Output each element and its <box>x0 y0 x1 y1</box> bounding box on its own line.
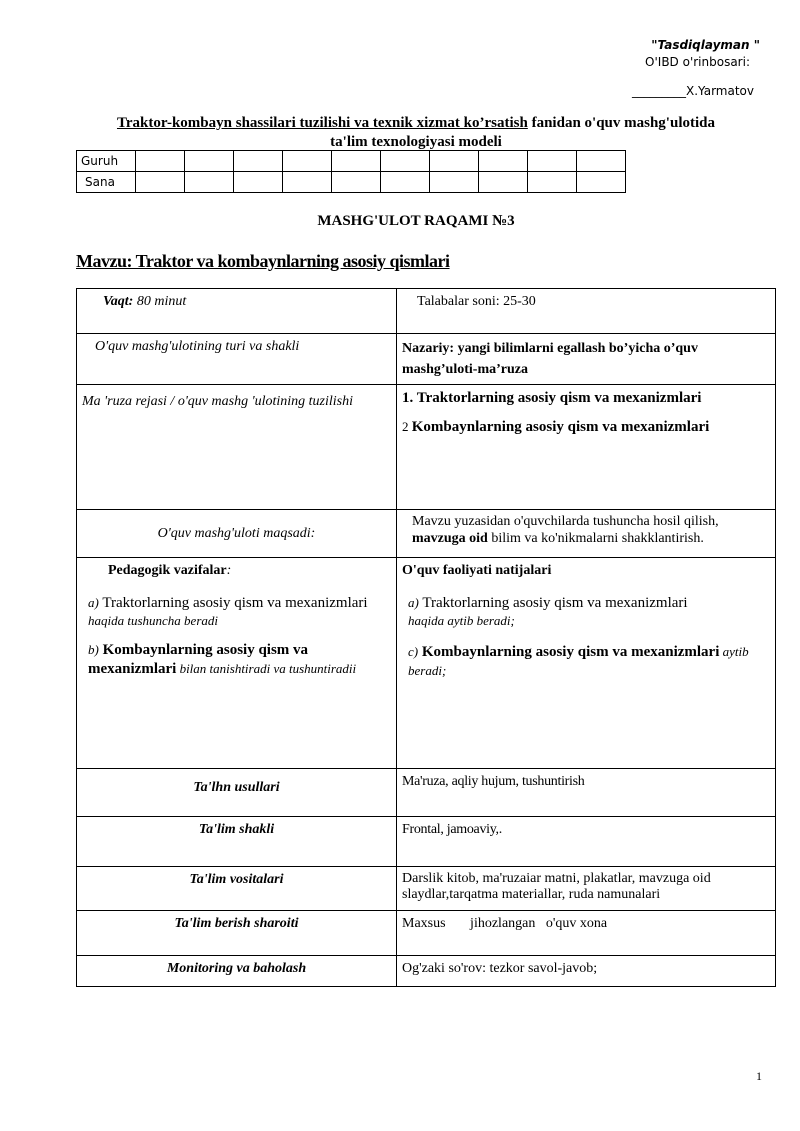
task-b-mark: b) <box>88 642 99 657</box>
title-rest: fanidan o'quv mashg'ulotida <box>527 115 715 131</box>
group-row <box>77 151 626 172</box>
task-b-text: Kombaynlarning asosiy qism va mexanizmlari <box>88 642 309 677</box>
lesson-topic: Mavzu: Traktor va kombaynlarning asosiy qismlari <box>76 251 450 271</box>
date-cell <box>234 172 283 193</box>
methods-value: Ma'ruza, aqliy hujum, tushuntirish <box>397 769 776 817</box>
type-label: O'quv mashg'ulotining turi va shakli <box>77 334 397 385</box>
date-cell <box>528 172 577 193</box>
pedagogical-tasks-title: Pedagogik vazifalar <box>108 563 227 578</box>
result-c-italic: aytib beradi; <box>408 644 749 678</box>
task-a-italic: haqida tushuncha beradi <box>88 613 218 629</box>
approval-signature: _________X.Yarmatov <box>632 84 754 98</box>
date-cell <box>577 172 626 193</box>
result-c-text: Kombaynlarning asosiy qism va mexanizmlari <box>418 644 720 660</box>
result-c-mark: c) <box>408 644 419 659</box>
approval-position: O'IBD o'rinbosari: <box>645 55 750 69</box>
group-cell <box>234 151 283 172</box>
task-b-italic: bilan tanishtiradi va tushuntiradii <box>176 660 357 676</box>
form-value: Frontal, jamoaviy,. <box>397 817 776 867</box>
means-value: Darslik kitob, ma'ruzaiar matni, plakatlar, mavzuga oid slaydlar,tarqatma materiallar, ruda namunalari <box>397 867 776 911</box>
time-cell <box>77 289 397 334</box>
plan-item-2: Kombaynlarning asosiy qism va mexanizmlari <box>411 418 710 435</box>
monitoring-label: Monitoring va baholash <box>77 956 397 987</box>
pedagogical-tasks-cell <box>77 558 397 769</box>
group-cell <box>283 151 332 172</box>
time-row <box>77 289 776 334</box>
date-cell <box>430 172 479 193</box>
group-cell <box>381 151 430 172</box>
tasks-row <box>77 558 776 769</box>
goal-row <box>77 510 776 558</box>
form-label: Ta'lim shakli <box>77 817 397 867</box>
plan-row <box>77 385 776 510</box>
group-cell <box>332 151 381 172</box>
date-cell <box>381 172 430 193</box>
group-cell <box>136 151 185 172</box>
task-a-text: Traktorlarning asosiy qism va mexanizmlari <box>98 594 368 611</box>
group-cell <box>185 151 234 172</box>
time-value: 80 minut <box>133 294 187 309</box>
result-a-italic: haqida aytib beradi; <box>408 613 515 629</box>
date-cell <box>283 172 332 193</box>
plan-item-2-number: 2 <box>402 418 412 434</box>
page-number: 1 <box>756 1069 762 1083</box>
plan-label: Ma 'ruza rejasi / o'quv mashg 'ulotining tuzilishi <box>77 385 397 510</box>
date-cell <box>479 172 528 193</box>
date-label: Sana <box>77 172 136 193</box>
means-row <box>77 867 776 911</box>
conditions-row <box>77 911 776 956</box>
plan-cell <box>397 385 776 510</box>
monitoring-value: Og'zaki so'rov: tezkor savol-javob; <box>397 956 776 987</box>
date-cell <box>136 172 185 193</box>
means-label: Ta'lim vositalari <box>77 867 397 911</box>
goal-label: O'quv mashg'uloti maqsadi: <box>77 510 397 558</box>
pedagogical-tasks-colon: : <box>226 563 232 578</box>
monitoring-row <box>77 956 776 987</box>
date-cell <box>332 172 381 193</box>
plan-item-1: 1. Traktorlarning asosiy qism va mexanizmlari <box>402 390 702 406</box>
learning-results-title: O'quv faoliyati natijalari <box>402 563 552 578</box>
conditions-label: Ta'lim berish sharoiti <box>77 911 397 956</box>
document-title <box>76 114 756 152</box>
students-count: Talabalar soni: 25-30 <box>417 294 536 309</box>
result-a-text: Traktorlarning asosiy qism va mexanizmlari <box>418 594 688 611</box>
group-date-table <box>76 150 626 193</box>
learning-results-cell <box>397 558 776 769</box>
goal-cell <box>397 510 776 558</box>
time-label: Vaqt: <box>103 294 134 309</box>
result-a-mark: a) <box>408 594 419 610</box>
methods-row <box>77 769 776 817</box>
subject-name: Traktor-kombayn shassilari tuzilishi va texnik xizmat ko’rsatish <box>116 115 528 131</box>
group-cell <box>528 151 577 172</box>
type-value: Nazariy: yangi bilimlarni egallash bo’yicha o’quv mashg’uloti-ma’ruza <box>397 334 776 385</box>
title-line2: ta'lim texnologiyasi modeli <box>330 134 502 150</box>
date-row <box>77 172 626 193</box>
students-cell <box>397 289 776 334</box>
methods-label: Ta'lhn usullari <box>77 769 397 817</box>
task-a-mark: a) <box>88 594 99 610</box>
group-cell <box>577 151 626 172</box>
conditions-value: Maxsus jihozlangan o'quv xona <box>397 911 776 956</box>
date-cell <box>185 172 234 193</box>
group-cell <box>430 151 479 172</box>
group-label: Guruh <box>77 151 136 172</box>
group-cell <box>479 151 528 172</box>
lesson-model-table <box>76 288 776 987</box>
lesson-number: MASHG'ULOT RAQAMI №3 <box>317 213 515 229</box>
goal-text-1: Mavzu yuzasidan o'quvchilarda tushuncha hosil qilish, <box>412 514 719 529</box>
type-row <box>77 334 776 385</box>
approval-title: "Tasdiqlayman " <box>651 38 760 52</box>
form-row <box>77 817 776 867</box>
goal-text-2: bilim va ko'nikmalarni shakklantirish. <box>487 530 704 546</box>
goal-bold: mavzuga oid <box>412 530 488 546</box>
